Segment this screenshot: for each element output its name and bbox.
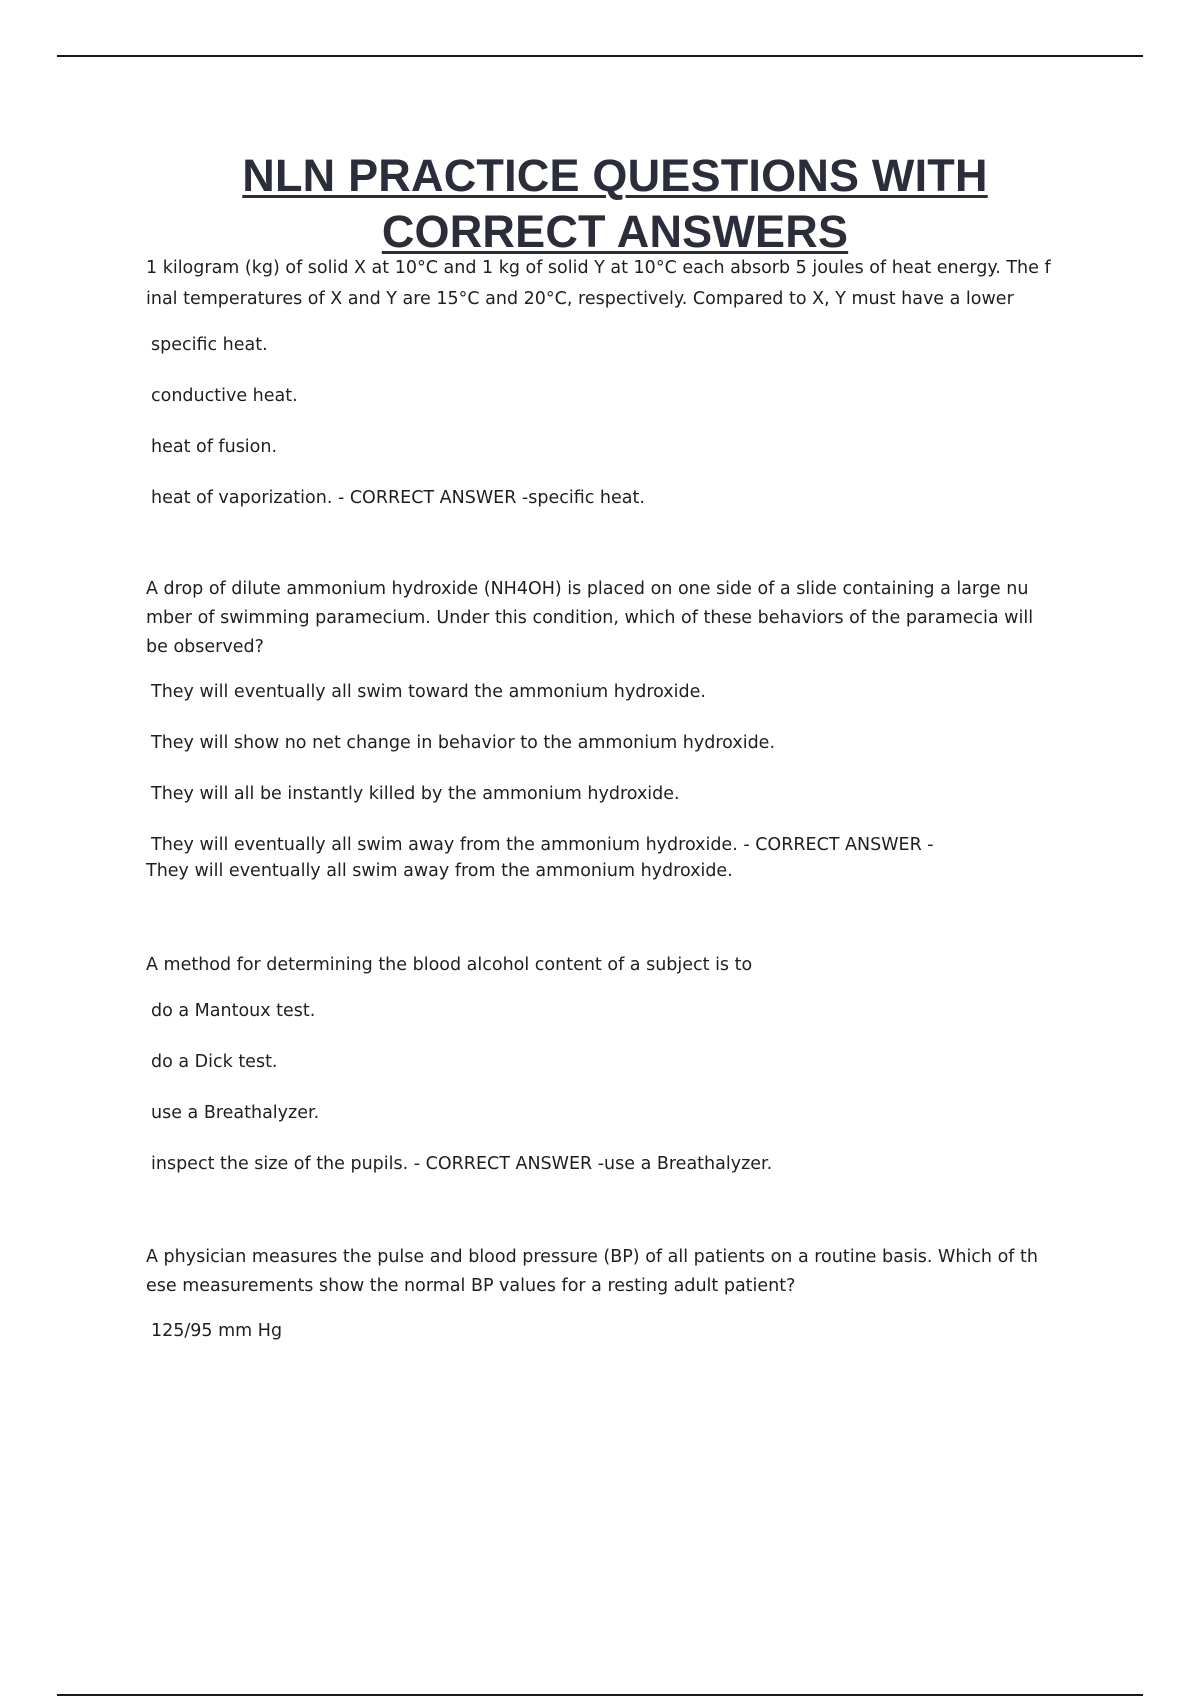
- answer-option: They will show no net change in behavior to the ammonium hydroxide.: [151, 733, 776, 753]
- question-spacer: [146, 1177, 1096, 1243]
- answer-option: conductive heat.: [151, 386, 298, 406]
- answer-option: They will eventually all swim toward the ammonium hydroxide.: [151, 682, 706, 702]
- answer-option: specific heat.: [151, 335, 268, 355]
- question-stem-line: A method for determining the blood alcohol content of a subject is to: [146, 955, 753, 975]
- answer-option: do a Dick test.: [151, 1052, 278, 1072]
- answer-option: heat of fusion.: [151, 437, 278, 457]
- title-line-2: CORRECT ANSWERS: [381, 206, 849, 257]
- answer-option-with-correct-answer: They will eventually all swim away from the ammonium hydroxide. - CORRECT ANSWER -: [151, 835, 934, 855]
- questions-list: [146, 253, 1096, 1344]
- question-block: [146, 1243, 1096, 1344]
- answer-option: do a Mantoux test.: [151, 1001, 316, 1021]
- question-stem-line: A physician measures the pulse and blood pressure (BP) of all patients on a routine basis. Which of th: [146, 1247, 1038, 1267]
- question-spacer: [146, 511, 1096, 575]
- answer-option: They will all be instantly killed by the ammonium hydroxide.: [151, 784, 680, 804]
- question-stem-line: inal temperatures of X and Y are 15°C and 20°C, respectively. Compared to X, Y must have a lower: [146, 289, 1014, 309]
- question-stem: [146, 950, 1096, 981]
- question-stem-line: A drop of dilute ammonium hydroxide (NH4OH) is placed on one side of a slide containing a large nu: [146, 579, 1029, 599]
- title-line-1: NLN PRACTICE QUESTIONS WITH: [242, 150, 988, 201]
- answer-option-with-correct-answer: inspect the size of the pupils. - CORRECT ANSWER -use a Breathalyzer.: [151, 1154, 773, 1174]
- question-block: [146, 253, 1096, 511]
- question-stem-line: ese measurements show the normal BP values for a resting adult patient?: [146, 1276, 796, 1296]
- answer-option-with-correct-answer: heat of vaporization. - CORRECT ANSWER -specific heat.: [151, 488, 645, 508]
- question-block: [146, 575, 1096, 884]
- answer-option: 125/95 mm Hg: [151, 1321, 283, 1341]
- correct-answer-text: They will eventually all swim away from the ammonium hydroxide.: [146, 861, 733, 881]
- answer-option: use a Breathalyzer.: [151, 1103, 320, 1123]
- question-stem-line: mber of swimming paramecium. Under this condition, which of these behaviors of the paramecia will: [146, 608, 1034, 628]
- question-stem: [146, 253, 1096, 315]
- question-stem-line: 1 kilogram (kg) of solid X at 10°C and 1 kg of solid Y at 10°C each absorb 5 joules of heat energy. The f: [146, 258, 1051, 278]
- question-stem-line: be observed?: [146, 637, 264, 657]
- question-stem: [146, 575, 1096, 662]
- top-rule: [57, 55, 1143, 57]
- bottom-rule: [57, 1694, 1143, 1696]
- question-stem: [146, 1243, 1096, 1301]
- page-title: [150, 148, 1080, 260]
- question-spacer: [146, 884, 1096, 950]
- question-block: [146, 950, 1096, 1177]
